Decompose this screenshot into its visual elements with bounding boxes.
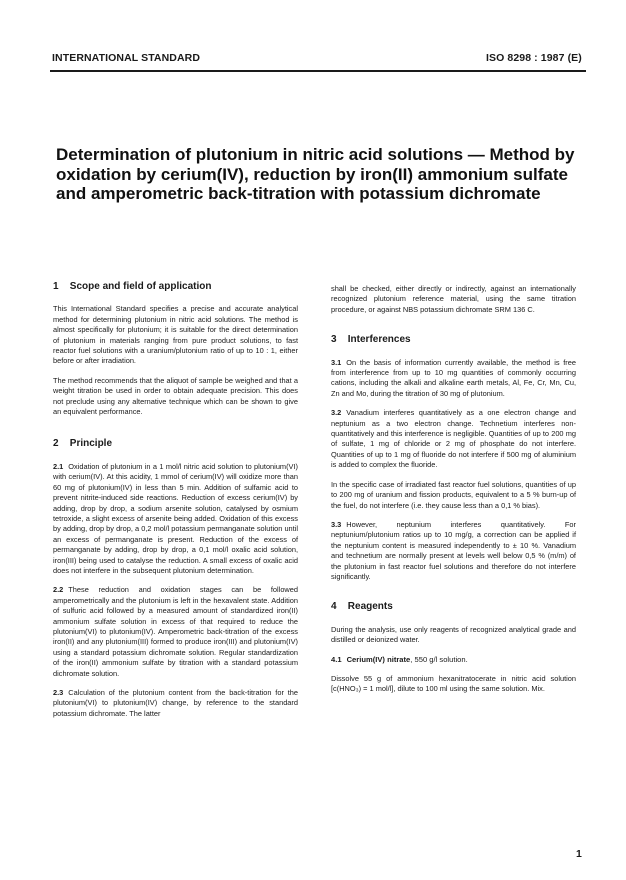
clause-number: 3.3 (331, 519, 342, 529)
clause-number: 3.1 (331, 357, 342, 367)
paragraph: This International Standard specifies a precise and accurate analytical method for determining plutonium in nitric acid solutions. The method is almost specifically for plutonium; it is suitable for the direct determination of plutonium in materials ranging from pure product solutions, to fast reactor fuel solutions with a uranium/plutonium ratio of up to 10 : 1, either before or after irradiation. (53, 304, 298, 366)
paragraph-text: Vanadium interferes quantitatively as a one electron change and neptunium as a two electron change. Technetium interferes non-quantitatively and this interference is negligible. Quantities of up to 200 mg of sulfate, 1 mg of chloride or 2 mg of phosphate do not interfere. Quantities of up to 1 mg of fluoride do not interfere if 500 mg of aluminium is added to complex the fluoride. (331, 408, 576, 470)
paragraph: Dissolve 55 g of ammonium hexanitratocerate in nitric acid solution [c(HNO₃) = 1 mol/l], dilute to 100 ml using the same solution. Mix. (331, 673, 576, 694)
subclause-title-rest: , 550 g/l solution. (410, 654, 468, 664)
page-number: 1 (576, 848, 582, 860)
section-heading (53, 282, 298, 292)
paragraph: During the analysis, use only reagents of recognized analytical grade and distilled or deionized water. (331, 624, 576, 645)
header-document-number: ISO 8298 : 1987 (E) (486, 52, 582, 64)
section-number: 3 (331, 334, 337, 346)
clause-number: 2.3 (53, 688, 64, 697)
paragraph (53, 585, 298, 679)
right-column (331, 284, 576, 704)
paragraph-text: However, neptunium interferes quantitatively. For neptunium/plutonium ratios up to 10 mg/g, a correction can be applied if the neptunium content is measured independently to ± 10 %. Vanadium and technetium are normally present at levels well below 0,5 % (m/m) of the plutonium in fast reactor fuel solutions and therefore do not interfere significantly. (331, 519, 576, 581)
section-title: Reagents (347, 601, 393, 613)
clause-number: 2.2 (53, 585, 64, 595)
paragraph (53, 688, 298, 719)
paragraph (331, 408, 576, 470)
section-number: 2 (53, 438, 59, 450)
header-rule (50, 70, 586, 72)
paragraph (53, 462, 298, 576)
paragraph (331, 520, 576, 582)
section-title: Interferences (347, 334, 411, 346)
paragraph-text: These reduction and oxidation stages can be followed amperometrically and the plutonium is left in the hexavalent state. Addition of sulfuric acid followed by a measured amount of standardized iron(II) ammonium sulfate solution in excess of that required to reduce the plutonium(VI) to plutonium(IV). Amperometric back-titration of the excess iron(II) and any plutonium(III) formed to produce iron(III) and plutonium(IV) using a standard potassium dichromate solution. Regular standardization of the iron(II) ammonium sulfate by titration with a standard potassium dichromate solution. (53, 585, 298, 678)
clause-number: 2.1 (53, 461, 64, 471)
paragraph (331, 358, 576, 400)
header-standard-label: INTERNATIONAL STANDARD (52, 52, 201, 64)
paragraph-text: Calculation of the plutonium content from the back-titration for the plutonium(VI) to plutonium(IV) change, by reference to the standard potassium dichromate. The latter (53, 688, 298, 718)
section-number: 1 (53, 281, 59, 292)
section-title: Scope and field of application (69, 281, 212, 292)
paragraph-text: On the basis of information currently available, the method is free from interference from up to 10 mg quantities of commonly occurring cations, including the alkali and alkaline earth metals, Al, Fe, Cr, Mn, Cu, Zn and Mo, during the titration of 30 mg of plutonium. (331, 357, 576, 398)
subclause-title: Cerium(IV) nitrate (346, 654, 411, 664)
section-title: Principle (69, 438, 113, 450)
paragraph: In the specific case of irradiated fast reactor fuel solutions, quantities of up to 200 mg of uranium and fission products, equivalent to a 5 % burn-up of the fuel, do not interfere (i.e. they cause less than a 0,1 % bias). (331, 479, 576, 510)
paragraph: The method recommends that the aliquot of sample be weighed and that a weight titration be used in order to obtain adequate precision. This does not preclude using any alternative technique which can be shown to give an equivalent performance. (53, 375, 298, 417)
section-number: 4 (331, 601, 337, 613)
section-heading (331, 602, 576, 612)
clause-number: 4.1 (331, 654, 342, 664)
section-heading (53, 439, 298, 449)
clause-number: 3.2 (331, 408, 342, 418)
section-heading (331, 335, 576, 345)
left-column (53, 282, 298, 728)
paragraph-text: Oxidation of plutonium in a 1 mol/l nitric acid solution to plutonium(VI) with cerium(IV). At this acidity, 1 mmol of cerium(IV) will oxidize more than 60 mg of plutonium(IV) in less than 5 min. Addition of sulfamic acid to prevent nitrite-induced side reactions. Reduction of excess cerium(IV) by adding, drop by drop, a sodium arsenite solution, catalysed by osmium tetroxide, a slight excess of arsenite being added. Oxidation of this excess by adding, drop by drop, a 0,2 mol/l potassium permanganate solution until an excess of permanganate is present. Reduction of the excess of permanganate by adding, drop by drop, a 0,1 mol/l oxalic acid solution, iron(III) being used to catalyse the reduction. A small excess of oxalic acid does not interfere in the subsequent plutonium determination. (53, 461, 298, 575)
document-title: Determination of plutonium in nitric acid solutions — Method by oxidation by cerium(IV), reduction by iron(II) ammonium sulfate and amperometric back-titration with potassium dichromate (56, 145, 575, 203)
subclause-heading (331, 655, 576, 665)
paragraph: shall be checked, either directly or indirectly, against an internationally recognized plutonium reference material, using the same titration procedure, or against NBS potassium dichromate SRM 136 C. (331, 284, 576, 314)
